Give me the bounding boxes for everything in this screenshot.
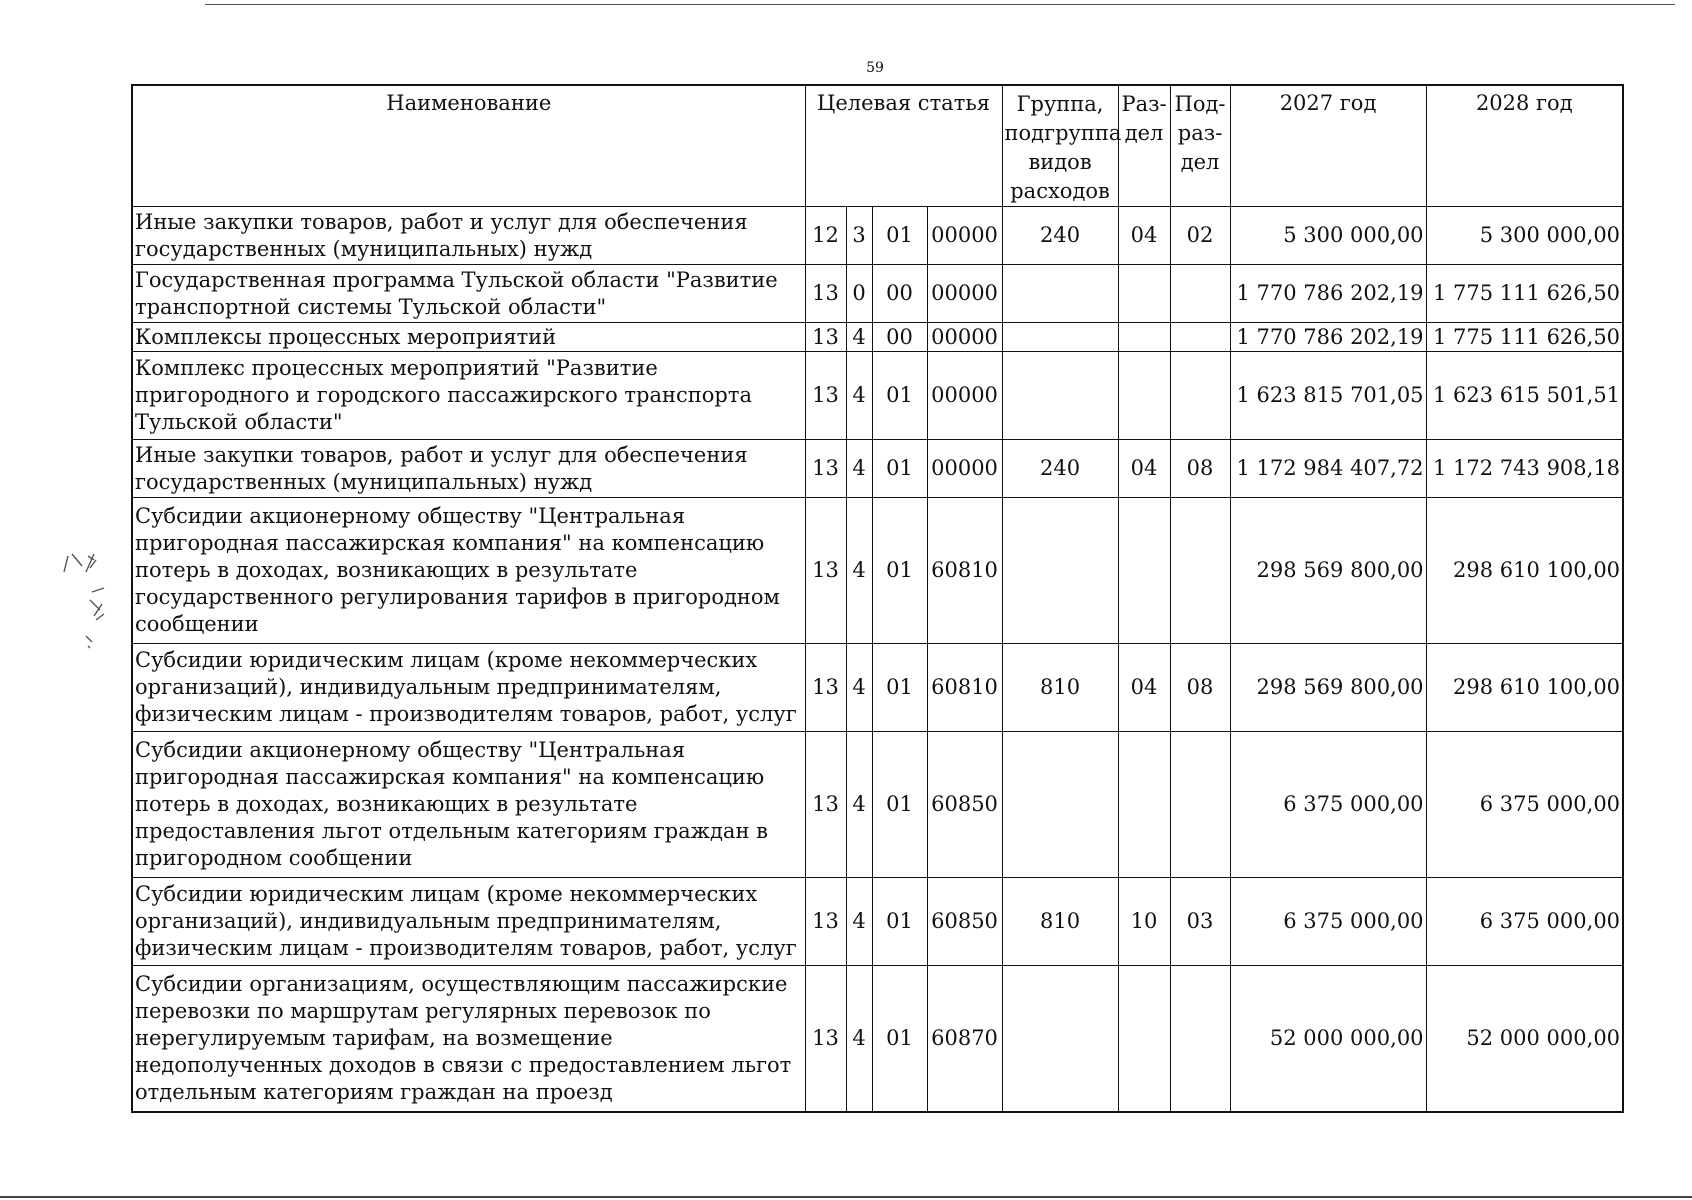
cell-section	[1118, 966, 1170, 1112]
header-subsection: Под- раз- дел	[1170, 85, 1230, 207]
cell-group	[1002, 732, 1118, 878]
cell-subsection	[1170, 323, 1230, 352]
cell-c4: 00000	[927, 207, 1002, 265]
cell-c4: 00000	[927, 352, 1002, 440]
cell-c1: 13	[805, 352, 846, 440]
cell-name: Субсидии акционерному обществу "Центральная пригородная пассажирская компания" на компенсацию потерь в доходах, возникающих в результате предоставления льгот отдельным категориям граждан в пригородном сообщении	[132, 732, 805, 878]
cell-c1: 13	[805, 644, 846, 732]
cell-name: Субсидии юридическим лицам (кроме некоммерческих организаций), индивидуальным предпринимателям, физическим лицам - производителям товаров, работ, услуг	[132, 644, 805, 732]
table-row	[132, 498, 1623, 644]
cell-section	[1118, 265, 1170, 323]
cell-group	[1002, 265, 1118, 323]
cell-section: 04	[1118, 644, 1170, 732]
cell-c2: 4	[846, 498, 872, 644]
cell-name: Иные закупки товаров, работ и услуг для обеспечения государственных (муниципальных) нужд	[132, 207, 805, 265]
table-row	[132, 732, 1623, 878]
cell-c1: 13	[805, 878, 846, 966]
cell-c4: 00000	[927, 323, 1002, 352]
cell-group	[1002, 498, 1118, 644]
cell-name: Государственная программа Тульской области "Развитие транспортной системы Тульской области"	[132, 265, 805, 323]
cell-c2: 4	[846, 323, 872, 352]
cell-group: 810	[1002, 878, 1118, 966]
cell-y2027: 1 172 984 407,72	[1230, 440, 1426, 498]
cell-c2: 4	[846, 878, 872, 966]
table-row	[132, 265, 1623, 323]
table-row	[132, 966, 1623, 1112]
cell-y2027: 298 569 800,00	[1230, 498, 1426, 644]
cell-c1: 13	[805, 498, 846, 644]
cell-y2027: 6 375 000,00	[1230, 878, 1426, 966]
cell-c4: 60810	[927, 644, 1002, 732]
cell-c1: 13	[805, 440, 846, 498]
cell-c1: 13	[805, 265, 846, 323]
cell-c3: 01	[872, 207, 927, 265]
table-row	[132, 207, 1623, 265]
cell-y2028: 1 623 615 501,51	[1426, 352, 1623, 440]
table-row	[132, 644, 1623, 732]
cell-name: Комплекс процессных мероприятий "Развитие пригородного и городского пассажирского транспорта Тульской области"	[132, 352, 805, 440]
cell-c3: 01	[872, 498, 927, 644]
cell-c2: 4	[846, 440, 872, 498]
cell-y2028: 6 375 000,00	[1426, 732, 1623, 878]
cell-c4: 00000	[927, 265, 1002, 323]
cell-y2028: 52 000 000,00	[1426, 966, 1623, 1112]
cell-subsection	[1170, 732, 1230, 878]
top-rule	[205, 4, 1675, 5]
cell-c1: 13	[805, 966, 846, 1112]
cell-subsection	[1170, 352, 1230, 440]
cell-y2027: 6 375 000,00	[1230, 732, 1426, 878]
cell-c3: 01	[872, 966, 927, 1112]
cell-subsection: 03	[1170, 878, 1230, 966]
cell-section: 04	[1118, 207, 1170, 265]
cell-subsection: 08	[1170, 440, 1230, 498]
cell-section	[1118, 498, 1170, 644]
table-row	[132, 440, 1623, 498]
header-target: Целевая статья	[805, 85, 1002, 207]
cell-name: Комплексы процессных мероприятий	[132, 323, 805, 352]
cell-subsection: 02	[1170, 207, 1230, 265]
cell-c3: 01	[872, 732, 927, 878]
cell-c1: 12	[805, 207, 846, 265]
header-year-2027: 2027 год	[1230, 85, 1426, 207]
cell-y2027: 1 623 815 701,05	[1230, 352, 1426, 440]
cell-y2028: 6 375 000,00	[1426, 878, 1623, 966]
cell-subsection	[1170, 498, 1230, 644]
cell-c3: 01	[872, 352, 927, 440]
budget-table	[131, 84, 1624, 1113]
table-row	[132, 323, 1623, 352]
bottom-rule	[0, 1196, 1692, 1198]
cell-group: 810	[1002, 644, 1118, 732]
cell-y2028: 1 172 743 908,18	[1426, 440, 1623, 498]
cell-section	[1118, 323, 1170, 352]
cell-y2028: 298 610 100,00	[1426, 644, 1623, 732]
cell-c3: 01	[872, 644, 927, 732]
cell-name: Субсидии юридическим лицам (кроме некоммерческих организаций), индивидуальным предпринимателям, физическим лицам - производителям товаров, работ, услуг	[132, 878, 805, 966]
cell-group	[1002, 323, 1118, 352]
cell-c4: 60870	[927, 966, 1002, 1112]
cell-subsection: 08	[1170, 644, 1230, 732]
cell-group: 240	[1002, 207, 1118, 265]
cell-c3: 00	[872, 265, 927, 323]
cell-group	[1002, 352, 1118, 440]
cell-section	[1118, 732, 1170, 878]
cell-y2028: 5 300 000,00	[1426, 207, 1623, 265]
cell-c3: 01	[872, 878, 927, 966]
table-row	[132, 878, 1623, 966]
header-year-2028: 2028 год	[1426, 85, 1623, 207]
cell-c2: 4	[846, 352, 872, 440]
cell-c3: 00	[872, 323, 927, 352]
table-body	[132, 207, 1623, 1112]
table-row	[132, 352, 1623, 440]
cell-c1: 13	[805, 323, 846, 352]
handwritten-mark	[60, 550, 130, 660]
cell-y2027: 52 000 000,00	[1230, 966, 1426, 1112]
cell-name: Субсидии акционерному обществу "Центральная пригородная пассажирская компания" на компенсацию потерь в доходах, возникающих в результате государственного регулирования тарифов в пригородном сообщении	[132, 498, 805, 644]
cell-y2028: 298 610 100,00	[1426, 498, 1623, 644]
cell-y2028: 1 775 111 626,50	[1426, 323, 1623, 352]
cell-y2027: 298 569 800,00	[1230, 644, 1426, 732]
header-section: Раз- дел	[1118, 85, 1170, 207]
cell-y2027: 5 300 000,00	[1230, 207, 1426, 265]
cell-y2027: 1 770 786 202,19	[1230, 323, 1426, 352]
cell-c2: 4	[846, 732, 872, 878]
cell-section: 04	[1118, 440, 1170, 498]
table-header-row	[132, 85, 1623, 207]
header-name: Наименование	[132, 85, 805, 207]
cell-y2028: 1 775 111 626,50	[1426, 265, 1623, 323]
cell-section	[1118, 352, 1170, 440]
cell-section: 10	[1118, 878, 1170, 966]
cell-c2: 4	[846, 966, 872, 1112]
cell-c1: 13	[805, 732, 846, 878]
cell-name: Иные закупки товаров, работ и услуг для обеспечения государственных (муниципальных) нужд	[132, 440, 805, 498]
cell-name: Субсидии организациям, осуществляющим пассажирские перевозки по маршрутам регулярных перевозок по нерегулируемым тарифам, на возмещение недополученных доходов в связи с предоставлением льгот отдельным категориям граждан на проезд	[132, 966, 805, 1112]
cell-c2: 4	[846, 644, 872, 732]
cell-c4: 60810	[927, 498, 1002, 644]
cell-group: 240	[1002, 440, 1118, 498]
cell-c2: 3	[846, 207, 872, 265]
cell-subsection	[1170, 265, 1230, 323]
cell-c3: 01	[872, 440, 927, 498]
cell-c4: 00000	[927, 440, 1002, 498]
cell-c4: 60850	[927, 878, 1002, 966]
cell-group	[1002, 966, 1118, 1112]
header-group: Группа, подгруппа видов расходов	[1002, 85, 1118, 207]
cell-c4: 60850	[927, 732, 1002, 878]
page-number: 59	[866, 60, 884, 76]
cell-subsection	[1170, 966, 1230, 1112]
cell-y2027: 1 770 786 202,19	[1230, 265, 1426, 323]
cell-c2: 0	[846, 265, 872, 323]
